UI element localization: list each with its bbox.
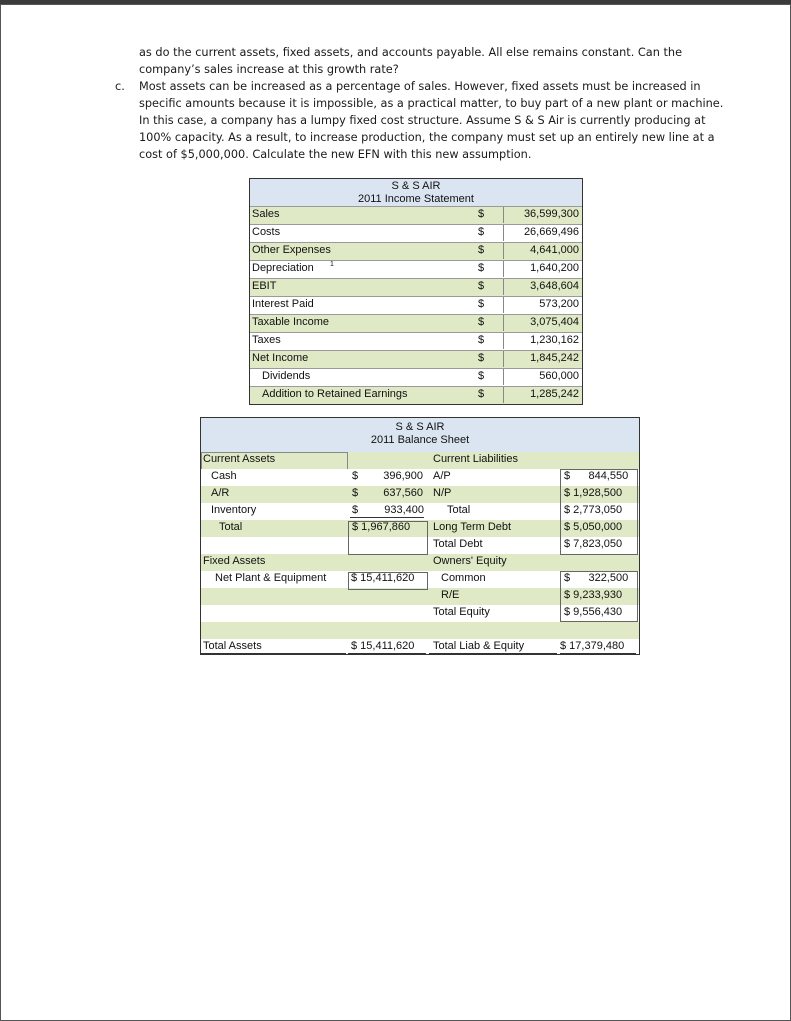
total-debt-value: $ 7,823,050 [564, 538, 623, 550]
ltd-label: Long Term Debt [433, 521, 512, 533]
npe-label: Net Plant & Equipment [215, 572, 327, 584]
cell-border [348, 639, 426, 654]
income-row [250, 224, 582, 242]
text-line: specific amounts because it is impossible, as a practical matter, to buy part of a new plant or machine. [139, 97, 724, 110]
value-cell [503, 261, 583, 277]
income-row [250, 278, 582, 296]
income-row [250, 350, 582, 368]
income-row-label: Dividends [262, 370, 311, 382]
income-row-label: Costs [252, 226, 281, 238]
cell-border [429, 639, 557, 654]
income-row-value: 573,200 [539, 298, 579, 310]
re-label: R/E [441, 589, 460, 601]
income-row [250, 206, 582, 224]
ltd-value: $ 5,050,000 [564, 521, 623, 533]
value-cell [503, 243, 583, 259]
total-le-value: $ 17,379,480 [560, 640, 625, 652]
total-equity-label: Total Equity [433, 606, 490, 618]
statement-title: 2011 Income Statement [358, 193, 474, 205]
cl-total-label: Total [447, 504, 471, 516]
value-cell [503, 297, 583, 313]
income-row-label: Taxable Income [252, 316, 330, 328]
cell-border [201, 639, 346, 654]
income-statement-table [249, 178, 583, 405]
inventory-value: 933,400 [384, 504, 424, 516]
inventory-label: Inventory [211, 504, 257, 516]
income-row-value: 1,230,162 [530, 334, 579, 346]
text-line: company’s sales increase at this growth rate? [139, 63, 399, 76]
income-row-dollar: $ [478, 244, 485, 256]
income-row-value: 1,640,200 [530, 262, 579, 274]
value-cell [503, 207, 583, 223]
common-label: Common [441, 572, 486, 584]
text-line-content: Most assets can be increased as a percentage of sales. However, fixed assets must be increased in [139, 80, 701, 93]
ca-total-value: $ 1,967,860 [352, 521, 411, 533]
cell-border [560, 639, 636, 654]
cell-border [560, 469, 638, 555]
income-row-dollar: $ [478, 208, 485, 220]
total-debt-label: Total Debt [433, 538, 483, 550]
total-assets-value: $ 15,411,620 [351, 640, 415, 652]
income-row-dollar: $ [478, 226, 485, 238]
ca-total-label: Total [219, 521, 243, 533]
ar-dollar: $ [352, 487, 359, 499]
inventory-cell [350, 504, 424, 518]
ar-value: 637,560 [383, 487, 423, 499]
income-row-value: 4,641,000 [530, 244, 579, 256]
income-row-value: 1,285,242 [530, 388, 579, 400]
cell-border [348, 572, 428, 590]
text-line: 100% capacity. As a result, to increase production, the company must set up an entirely new line at a [139, 131, 715, 144]
company-title: S & S AIR [391, 180, 441, 192]
income-row [250, 386, 582, 404]
np-value: $ 1,928,500 [564, 487, 623, 499]
cell-border [201, 452, 348, 469]
income-row-label: Sales [252, 208, 280, 220]
income-row-dollar: $ [478, 388, 485, 400]
cl-total-value: $ 2,773,050 [564, 504, 623, 516]
re-value: $ 9,233,930 [564, 589, 623, 601]
text-line: In this case, a company has a lumpy fixed cost structure. Assume S & S Air is currently producing at [139, 114, 706, 127]
statement-title: 2011 Balance Sheet [370, 434, 470, 446]
value-cell [503, 279, 583, 295]
income-row [250, 296, 582, 314]
income-row-value: 560,000 [539, 370, 579, 382]
common-value: $ 322,500 [564, 572, 629, 584]
income-row-dollar: $ [478, 352, 485, 364]
total-equity-value: $ 9,556,430 [564, 606, 623, 618]
income-row [250, 332, 582, 350]
cell-border [348, 521, 428, 555]
income-row-dollar: $ [478, 370, 485, 382]
income-row-value: 1,845,242 [530, 352, 579, 364]
npe-value: $ 15,411,620 [351, 572, 415, 584]
band [201, 554, 639, 571]
value-cell [503, 369, 583, 385]
band [201, 622, 639, 639]
income-row-label: Taxes [252, 334, 281, 346]
text-line [115, 78, 749, 95]
cell-border [560, 571, 638, 622]
income-row-label: Net Income [252, 352, 309, 364]
balance-sheet-table [200, 417, 640, 655]
company-title: S & S AIR [395, 421, 445, 433]
income-row [250, 242, 582, 260]
text-line: as do the current assets, fixed assets, and accounts payable. All else remains constant. Can the [139, 46, 683, 59]
income-row-value: 26,669,496 [523, 226, 579, 238]
income-row [250, 368, 582, 386]
income-row [250, 260, 582, 278]
income-row-dollar: $ [478, 298, 485, 310]
total-assets-label: Total Assets [203, 640, 262, 652]
income-row-dollar: $ [478, 316, 485, 328]
ar-label: A/R [211, 487, 230, 499]
np-label: N/P [433, 487, 452, 499]
income-row-label: Addition to Retained Earnings [262, 388, 408, 400]
owners-equity-heading: Owners' Equity [433, 555, 507, 567]
income-row-dollar: $ [478, 280, 485, 292]
income-statement-header [250, 179, 582, 206]
income-row [250, 314, 582, 332]
balance-sheet-header [201, 418, 639, 452]
income-row-label: Depreciation [252, 262, 314, 274]
inventory-dollar: $ [352, 504, 359, 516]
ap-label: A/P [433, 470, 451, 482]
value-cell [503, 351, 583, 367]
income-row-value: 3,648,604 [530, 280, 579, 292]
income-row-value: 36,599,300 [523, 208, 579, 220]
income-row-dollar: $ [478, 334, 485, 346]
cash-value: 396,900 [383, 470, 423, 482]
value-cell [503, 387, 583, 403]
income-row-label: Interest Paid [252, 298, 314, 310]
footnote-marker: 1 [330, 261, 334, 268]
income-statement-rows [250, 206, 582, 404]
value-cell [503, 333, 583, 349]
total-le-label: Total Liab & Equity [433, 640, 525, 652]
value-cell [503, 225, 583, 241]
fixed-assets-heading: Fixed Assets [203, 555, 266, 567]
text-line: cost of $5,000,000. Calculate the new EFN with this new assumption. [139, 148, 532, 161]
income-row-dollar: $ [478, 262, 485, 274]
ap-value: $ 844,550 [564, 470, 629, 482]
current-liabilities-heading: Current Liabilities [433, 453, 518, 465]
income-row-label: EBIT [252, 280, 277, 292]
current-assets-heading: Current Assets [203, 453, 276, 465]
income-row-label: Other Expenses [252, 244, 331, 256]
income-row-value: 3,075,404 [530, 316, 579, 328]
value-cell [503, 315, 583, 331]
cash-label: Cash [211, 470, 237, 482]
question-text [115, 44, 749, 163]
cash-dollar: $ [352, 470, 359, 482]
item-label-c: c. [115, 80, 125, 93]
